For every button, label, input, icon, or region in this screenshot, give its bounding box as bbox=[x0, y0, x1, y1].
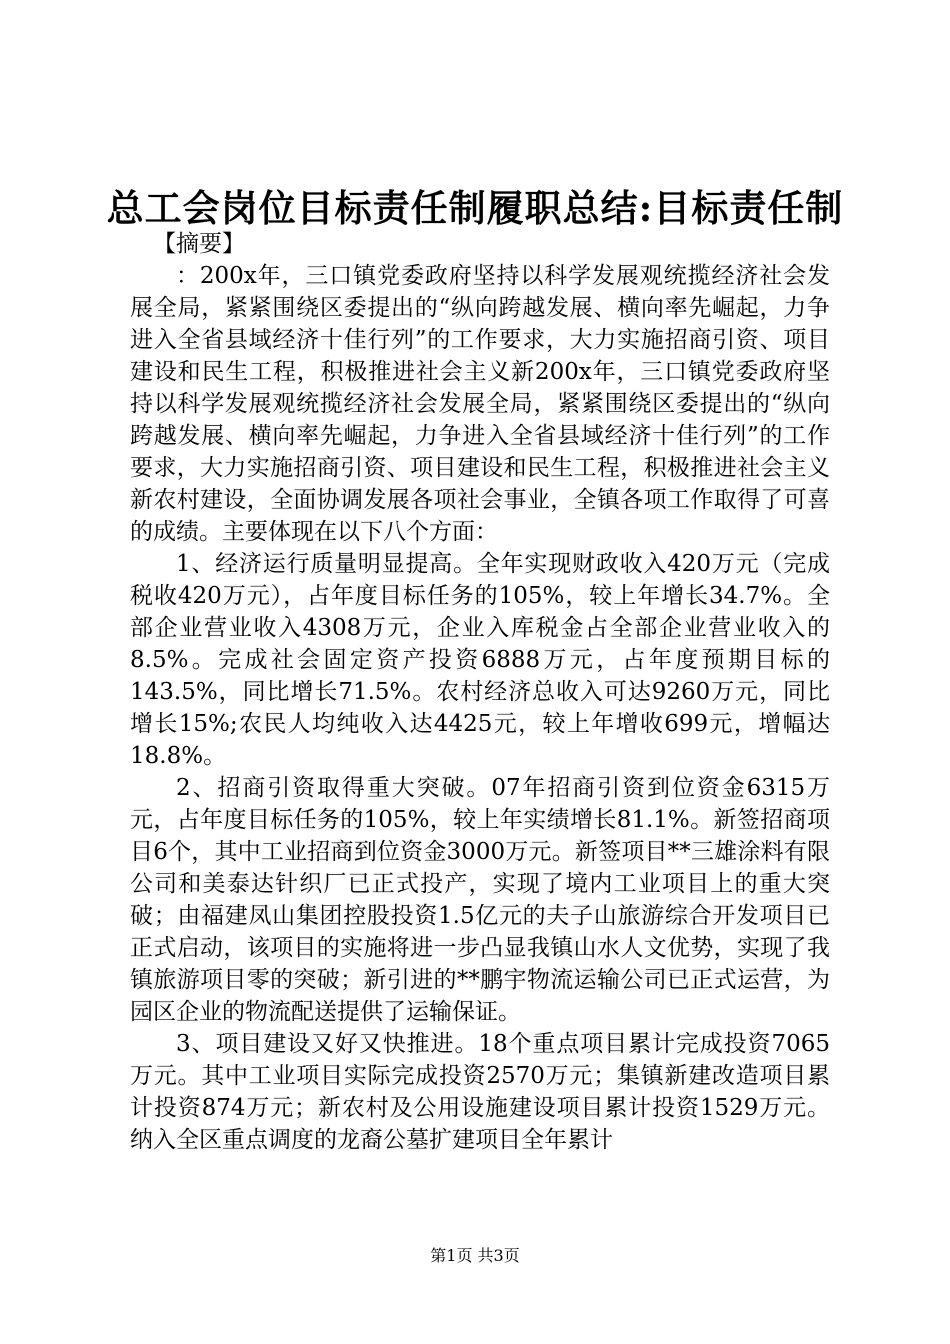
document-body bbox=[130, 228, 830, 1156]
paragraph-investment: 2、招商引资取得重大突破。07年招商引资到位资金6315万元，占年度目标任务的105%，较上年实绩增长81.1%。新签招商项目6个，其中工业招商到位资金3000万元。新签项目**三雄涂料有限公司和美泰达针织厂已正式投产，实现了境内工业项目上的重大突破；由福建凤山集团控股投资1.5亿元的夫子山旅游综合开发项目已正式启动，该项目的实施将进一步凸显我镇山水人文优势，实现了我镇旅游项目零的突破；新引进的**鹏宇物流运输公司已正式运营，为园区企业的物流配送提供了运输保证。 bbox=[130, 775, 830, 1025]
paragraph-projects: 3、项目建设又好又快推进。18个重点项目累计完成投资7065万元。其中工业项目实际完成投资2570万元；集镇新建改造项目累计投资874万元；新农村及公用设施建设项目累计投资1529万元。纳入全区重点调度的龙裔公墓扩建项目全年累计 bbox=[130, 1031, 830, 1153]
abstract-paragraph: ：200x年，三口镇党委政府坚持以科学发展观统揽经济社会发展全局，紧紧围绕区委提出的“纵向跨越发展、横向率先崛起，力争进入全省县域经济十佳行列”的工作要求，大力实施招商引资、项目建设和民生工程，积极推进社会主义新200x年，三口镇党委政府坚持以科学发展观统揽经济社会发展全局，紧紧围绕区委提出的“纵向跨越发展、横向率先崛起，力争进入全省县域经济十佳行列”的工作要求，大力实施招商引资、项目建设和民生工程，积极推进社会主义新农村建设，全面协调发展各项社会事业，全镇各项工作取得了可喜的成绩。主要体现在以下八个方面： bbox=[130, 263, 830, 545]
abstract-label: 【摘要】 bbox=[153, 231, 245, 257]
page-footer: 第1页 共3页 bbox=[430, 1246, 520, 1265]
paragraph-economy: 1、经济运行质量明显提高。全年实现财政收入420万元（完成税收420万元），占年度目标任务的105%，较上年增长34.7%。全部企业营业收入4308万元，企业入库税金占全部企业营业收入的8.5%。完成社会固定资产投资6888万元，占年度预期目标的143.5%，同比增长71.5%。农村经济总收入可达9260万元，同比增长15%;农民人均纯收入达4425元，较上年增收699元，增幅达18.8%。 bbox=[130, 551, 830, 769]
document-title: 总工会岗位目标责任制履职总结:目标责任制 bbox=[106, 186, 844, 230]
